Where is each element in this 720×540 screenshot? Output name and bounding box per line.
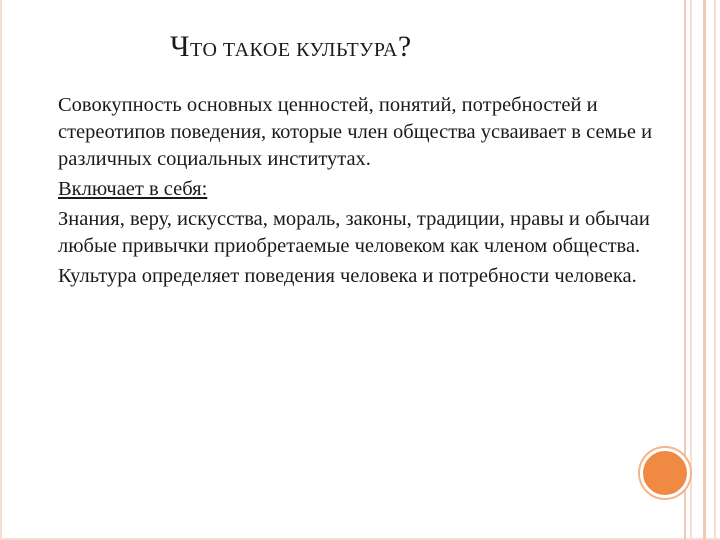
definition-paragraph: Совокупность основных ценностей, понятий, потребностей и стереотипов поведения, которые член общества усваивает в семье и различных социальных институтах. (58, 94, 653, 170)
conclusion-paragraph: Культура определяет поведения человека и потребности человека. (58, 265, 637, 287)
includes-heading: Включает в себя: (58, 178, 208, 200)
slide-body (58, 92, 680, 290)
title-initial: Ч (170, 30, 190, 63)
title-question-mark: ? (397, 30, 412, 63)
slide-title (170, 30, 590, 64)
frame-right-line (714, 0, 716, 540)
includes-paragraph: Знания, веру, искусства, мораль, законы, традиции, нравы и обычаи любые привычки приобретаемые человеком как членом общества. (58, 208, 650, 257)
frame-right-line (703, 0, 706, 540)
frame-left-line (0, 0, 2, 540)
decorative-circle-icon (640, 448, 690, 498)
frame-right-line (690, 0, 692, 540)
title-text: ТО ТАКОЕ КУЛЬТУРА (190, 39, 398, 61)
